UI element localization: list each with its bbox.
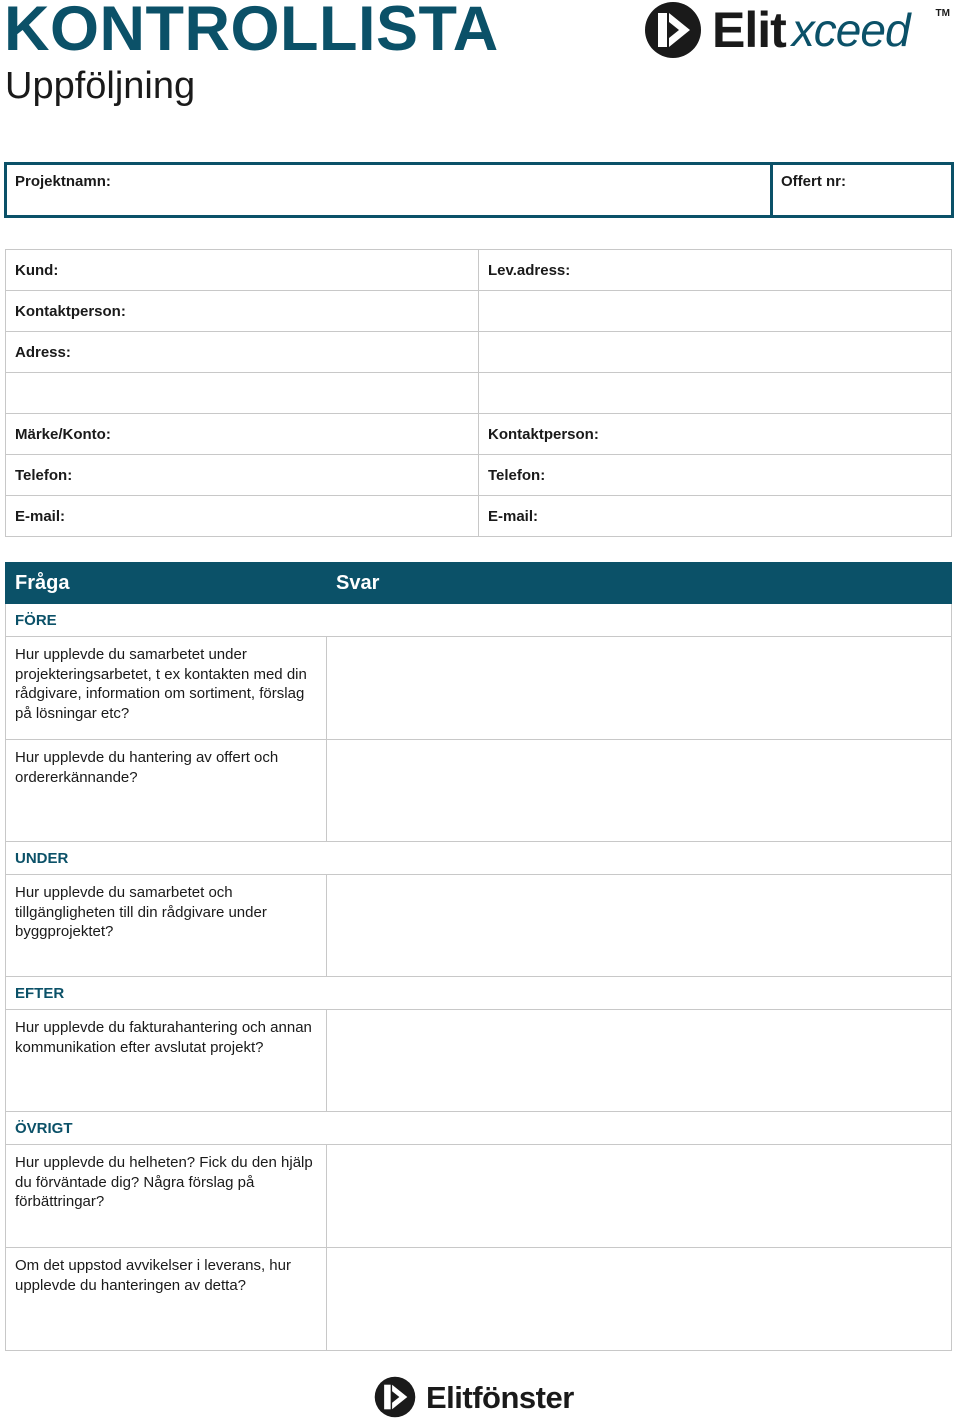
project-name-label: Projektnamn: [15, 173, 111, 190]
info-row [6, 455, 952, 496]
questionnaire-header [6, 563, 952, 604]
customer-phone-field[interactable]: Telefon: [6, 455, 479, 496]
info-row [6, 414, 952, 455]
question-row [6, 1248, 952, 1351]
question-row [6, 637, 952, 740]
answer-field[interactable] [327, 1145, 952, 1248]
section-row [6, 977, 952, 1010]
offer-number-label: Offert nr: [781, 173, 846, 190]
answer-field[interactable] [327, 875, 952, 977]
brand-account-field[interactable]: Märke/Konto: [6, 414, 479, 455]
customer-field[interactable]: Kund: [6, 250, 479, 291]
question-row [6, 1145, 952, 1248]
supplier-phone-field[interactable]: Telefon: [479, 455, 952, 496]
section-title-under: UNDER [6, 842, 952, 875]
project-box [4, 162, 954, 218]
offer-number-field[interactable] [773, 165, 951, 215]
footer-brand: Elitfönster [426, 1379, 574, 1415]
delivery-address-line-2[interactable] [479, 291, 952, 332]
section-title-efter: EFTER [6, 977, 952, 1010]
questionnaire-table [5, 562, 952, 1351]
delivery-address-field[interactable]: Lev.adress: [479, 250, 952, 291]
answer-field[interactable] [327, 637, 952, 740]
question-text: Om det uppstod avvikelser i leverans, hur upplevde du hanteringen av detta? [6, 1248, 327, 1351]
delivery-address-line-4[interactable] [479, 373, 952, 414]
question-row [6, 875, 952, 977]
info-row [6, 332, 952, 373]
elitxceed-logo [644, 0, 954, 60]
customer-address-line-2[interactable] [6, 373, 479, 414]
section-row [6, 842, 952, 875]
elit-logo-mark-icon [374, 1376, 416, 1418]
question-column-header: Fråga [6, 563, 327, 604]
trademark-mark: TM [935, 8, 950, 19]
answer-field[interactable] [327, 1010, 952, 1112]
elit-logo-mark-icon [644, 1, 702, 59]
customer-contact-field[interactable]: Kontaktperson: [6, 291, 479, 332]
delivery-address-line-3[interactable] [479, 332, 952, 373]
logo-brand-italic: xceed [791, 4, 910, 56]
section-title-ovrigt: ÖVRIGT [6, 1112, 952, 1145]
section-row [6, 1112, 952, 1145]
section-title-fore: FÖRE [6, 604, 952, 637]
question-text: Hur upplevde du hantering av offert och ordererkännande? [6, 740, 327, 842]
supplier-email-field[interactable]: E-mail: [479, 496, 952, 537]
info-row [6, 291, 952, 332]
info-row [6, 250, 952, 291]
question-row [6, 740, 952, 842]
question-text: Hur upplevde du samarbetet under projekteringsarbetet, t ex kontakten med din rådgivare, information om sortiment, förslag på lösningar etc? [6, 637, 327, 740]
question-text: Hur upplevde du samarbetet och tillgängligheten till din rådgivare under byggprojektet? [6, 875, 327, 977]
answer-field[interactable] [327, 1248, 952, 1351]
question-text: Hur upplevde du helheten? Fick du den hjälp du förväntade dig? Några förslag på förbättringar? [6, 1145, 327, 1248]
logo-brand-bold: Elit [712, 2, 786, 58]
supplier-contact-field[interactable]: Kontaktperson: [479, 414, 952, 455]
page-subtitle: Uppföljning [5, 65, 196, 107]
question-text: Hur upplevde du fakturahantering och annan kommunikation efter avslutat projekt? [6, 1010, 327, 1112]
customer-address-field[interactable]: Adress: [6, 332, 479, 373]
customer-email-field[interactable]: E-mail: [6, 496, 479, 537]
contact-info-table [5, 249, 952, 537]
project-name-field[interactable] [7, 165, 773, 215]
section-row [6, 604, 952, 637]
elitfonster-logo [374, 1376, 584, 1418]
answer-field[interactable] [327, 740, 952, 842]
info-row [6, 373, 952, 414]
answer-column-header: Svar [327, 563, 952, 604]
page-title: KONTROLLISTA [4, 0, 499, 64]
info-row [6, 496, 952, 537]
question-row [6, 1010, 952, 1112]
